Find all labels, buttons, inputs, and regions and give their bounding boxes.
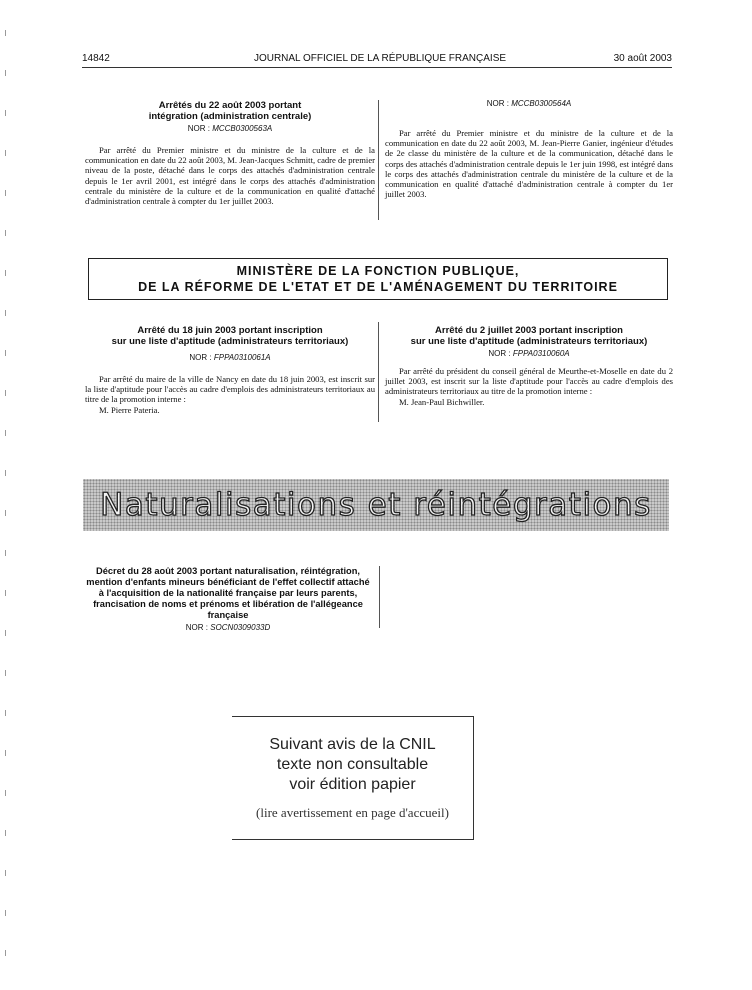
article-paragraph: Par arrêté du président du conseil général de Meurthe-et-Moselle en date du 2 juillet 2003, est inscrit sur la liste d'aptitude pour l'accès au cadre d'emplois des administrateurs territoriaux au titre de la promotion interne : bbox=[385, 366, 673, 397]
page-number: 14842 bbox=[82, 53, 110, 64]
article-paragraph: Par arrêté du maire de la ville de Nancy en date du 18 juin 2003, est inscrit sur la liste d'aptitude pour l'accès au cadre d'emplois des administrateurs territoriaux au titre de la promotion interne : bbox=[85, 374, 375, 405]
ministry-line: MINISTÈRE DE LA FONCTION PUBLIQUE, bbox=[236, 264, 520, 278]
ministry-line: DE LA RÉFORME DE L'ETAT ET DE L'AMÉNAGEMENT DU TERRITOIRE bbox=[138, 280, 618, 294]
nor-reference bbox=[85, 353, 375, 362]
decree-article bbox=[83, 566, 373, 633]
article-title-line: sur une liste d'aptitude (administrateurs territoriaux) bbox=[410, 336, 648, 347]
article-paragraph: Par arrêté du Premier ministre et du ministre de la culture et de la communication en date du 22 août 2003, M. Jean-Jacques Schmitt, cadre de premier niveau de la poste, détaché dans le corps des attachés d'administration centrale depuis le 1er avril 2001, est intégré dans le corps des attachés d'administration centrale du ministère de la culture et de la communication en qualité d'attaché d'administration centrale à compter du 1er juillet 2003. bbox=[85, 145, 375, 207]
article-title bbox=[85, 100, 375, 122]
nor-label: NOR : bbox=[189, 353, 212, 362]
decree-title: Décret du 28 août 2003 portant naturalisation, réintégration, mention d'enfants mineurs bénéficiant de l'effet collectif attaché à l'acquisition de la nationalité française par leurs parents, francisation de noms et prénoms et libération de l'allégeance française bbox=[86, 566, 370, 620]
article-title-line: Arrêté du 18 juin 2003 portant inscription bbox=[137, 325, 323, 336]
nor-label: NOR : bbox=[486, 99, 509, 108]
person-name: M. Pierre Pateria. bbox=[99, 404, 160, 415]
nor-code: SOCN0309033D bbox=[210, 623, 271, 632]
section-banner bbox=[83, 479, 669, 531]
nor-reference bbox=[83, 622, 373, 633]
article-body bbox=[85, 374, 375, 415]
article-title-line: Arrêté du 2 juillet 2003 portant inscription bbox=[435, 325, 623, 336]
nor-label: NOR : bbox=[488, 349, 511, 358]
column-divider bbox=[378, 100, 379, 220]
article-paragraph: Par arrêté du Premier ministre et du ministre de la culture et de la communication en date du 22 août 2003, M. Jean-Pierre Ganier, ingénieur d'études de 2e classe du ministère de la culture et de la communication, détaché dans le corps des attachés d'administration centrale depuis le 1er juin 1998, est intégré dans le corps des attachés d'administration centrale du ministère de la culture et de la communication en qualité d'attaché d'administration centrale à compter du 1er juillet 2003. bbox=[385, 128, 673, 200]
cnil-notice-line: voir édition papier bbox=[289, 776, 416, 793]
cnil-notice-line: texte non consultable bbox=[276, 756, 429, 773]
person-name: M. Jean-Paul Bichwiller. bbox=[399, 396, 485, 407]
nor-label: NOR : bbox=[185, 623, 208, 632]
nor-reference bbox=[385, 99, 673, 108]
article-title bbox=[385, 325, 673, 347]
nor-reference bbox=[85, 124, 375, 133]
mid-right-article bbox=[385, 325, 673, 407]
ministry-heading bbox=[88, 258, 668, 300]
nor-code: MCCB0300564A bbox=[511, 99, 572, 108]
article-title-line: intégration (administration centrale) bbox=[148, 111, 312, 122]
nor-code: FPPA0310061A bbox=[213, 353, 271, 362]
nor-reference bbox=[385, 349, 673, 358]
article-title bbox=[85, 325, 375, 347]
nor-code: FPPA0310060A bbox=[512, 349, 570, 358]
article-body bbox=[85, 145, 375, 206]
issue-date: 30 août 2003 bbox=[613, 53, 672, 64]
top-left-article bbox=[85, 100, 375, 206]
article-body bbox=[385, 128, 673, 199]
cnil-notice-box bbox=[232, 716, 474, 840]
column-divider bbox=[379, 566, 380, 628]
article-title-line: sur une liste d'aptitude (administrateurs territoriaux) bbox=[111, 336, 349, 347]
article-title-line: Arrêtés du 22 août 2003 portant bbox=[158, 100, 302, 111]
section-banner-title: Naturalisations et réintégrations bbox=[100, 487, 652, 523]
cnil-notice-note: (lire avertissement en page d'accueil) bbox=[256, 805, 449, 820]
journal-title: JOURNAL OFFICIEL DE LA RÉPUBLIQUE FRANÇAISE bbox=[253, 53, 507, 64]
mid-left-article bbox=[85, 325, 375, 415]
cnil-notice-line: Suivant avis de la CNIL bbox=[269, 736, 436, 753]
header-rule bbox=[82, 67, 672, 68]
article-body bbox=[385, 366, 673, 407]
margin-marks bbox=[5, 30, 6, 960]
nor-code: MCCB0300563A bbox=[212, 124, 273, 133]
top-right-article bbox=[385, 99, 673, 199]
column-divider bbox=[378, 322, 379, 422]
nor-label: NOR : bbox=[187, 124, 210, 133]
